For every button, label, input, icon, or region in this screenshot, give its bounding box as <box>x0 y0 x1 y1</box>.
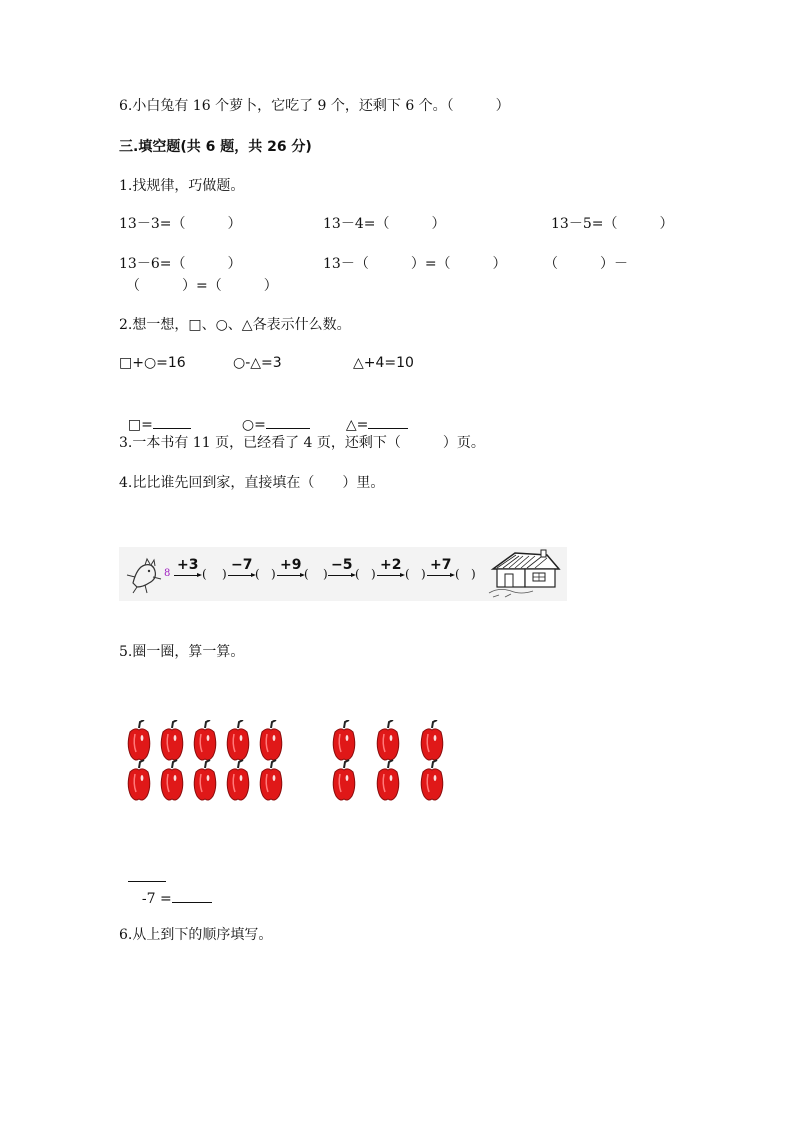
paren-left: ( <box>255 567 260 581</box>
pepper-icon <box>194 760 216 800</box>
q1-item-1: 13－3=（ ） <box>119 216 242 232</box>
step-arrow-2 <box>228 575 254 576</box>
q2-answer-triangle <box>337 394 408 435</box>
house-icon <box>485 547 565 601</box>
race-diagram <box>119 547 567 601</box>
paren-right: ) <box>271 567 276 581</box>
paren-left: ( <box>405 567 410 581</box>
step-arrow-3 <box>277 575 303 576</box>
step-op-4: −5 <box>331 557 353 573</box>
q2-equation-1: □+○=16 <box>119 355 186 371</box>
q1-title: 1.找规律，巧做题。 <box>119 178 245 194</box>
paren-left: ( <box>202 567 207 581</box>
q5-title: 5.圈一圈，算一算。 <box>119 644 245 660</box>
q1-item-5: 13－（ ）=（ ） <box>323 256 507 272</box>
q5-formula-text: -7 = <box>141 891 172 907</box>
pepper-icon <box>161 720 183 760</box>
q1-item-3: 13－5=（ ） <box>551 216 674 232</box>
pepper-icon <box>128 720 150 760</box>
section-3-title: 三.填空题(共 6 题，共 26 分) <box>119 139 312 155</box>
step-op-2: −7 <box>231 557 253 573</box>
paren-left: ( <box>455 567 460 581</box>
pepper-icon <box>333 760 355 800</box>
answer-blank[interactable] <box>266 414 310 429</box>
q1-item-6-cont: （ ）=（ ） <box>126 278 278 294</box>
q4-title: 4.比比谁先回到家，直接填在（ ）里。 <box>119 475 385 491</box>
pepper-icon <box>161 760 183 800</box>
step-op-3: +9 <box>280 557 302 573</box>
q2-answer-square <box>119 394 191 435</box>
runner-icon <box>123 553 165 595</box>
q5-formula <box>119 847 212 909</box>
step-arrow-6 <box>427 575 453 576</box>
pepper-icon <box>421 720 443 760</box>
pepper-icon <box>194 720 216 760</box>
answer-blank[interactable] <box>368 414 408 429</box>
paren-left: ( <box>355 567 360 581</box>
answer-blank[interactable] <box>153 414 191 429</box>
paren-right: ) <box>371 567 376 581</box>
q6-title: 6.从上到下的顺序填写。 <box>119 927 273 943</box>
pepper-icon <box>377 760 399 800</box>
pepper-illustration <box>124 720 454 806</box>
start-number: 8 <box>164 568 171 579</box>
paren-right: ) <box>323 567 328 581</box>
pepper-icon <box>333 720 355 760</box>
pepper-icon <box>227 720 249 760</box>
paren-right: ) <box>222 567 227 581</box>
q2-equation-3: △+4=10 <box>353 355 414 371</box>
step-arrow-4 <box>328 575 354 576</box>
q1-item-6: （ ）－ <box>544 256 628 272</box>
paren-left: ( <box>304 567 309 581</box>
step-op-1: +3 <box>177 557 199 573</box>
q2-title: 2.想一想，□、○、△各表示什么数。 <box>119 317 351 333</box>
answer-blank[interactable] <box>128 867 166 882</box>
answer-blank[interactable] <box>172 888 212 903</box>
paren-right: ) <box>471 567 476 581</box>
q1-item-2: 13－4=（ ） <box>323 216 446 232</box>
q2-answer-circle <box>233 394 310 435</box>
pepper-icon <box>421 760 443 800</box>
question-6-carrots: 6.小白兔有 16 个萝卜，它吃了 9 个，还剩下 6 个。（ ） <box>119 98 510 114</box>
paren-right: ) <box>421 567 426 581</box>
q2-answer-square-label: □= <box>127 417 153 433</box>
q2-answer-triangle-label: △= <box>345 417 369 433</box>
q2-answer-circle-label: ○= <box>241 417 266 433</box>
step-arrow-5 <box>377 575 403 576</box>
pepper-icon <box>227 760 249 800</box>
pepper-icon <box>260 720 282 760</box>
step-arrow-1 <box>174 575 200 576</box>
step-op-5: +2 <box>380 557 402 573</box>
q2-equation-2: ○-△=3 <box>233 355 282 371</box>
q1-item-4: 13－6=（ ） <box>119 256 242 272</box>
pepper-icon <box>377 720 399 760</box>
pepper-icon <box>260 760 282 800</box>
q3-text: 3.一本书有 11 页，已经看了 4 页，还剩下（ ）页。 <box>119 435 485 451</box>
pepper-icon <box>128 760 150 800</box>
step-op-6: +7 <box>430 557 452 573</box>
